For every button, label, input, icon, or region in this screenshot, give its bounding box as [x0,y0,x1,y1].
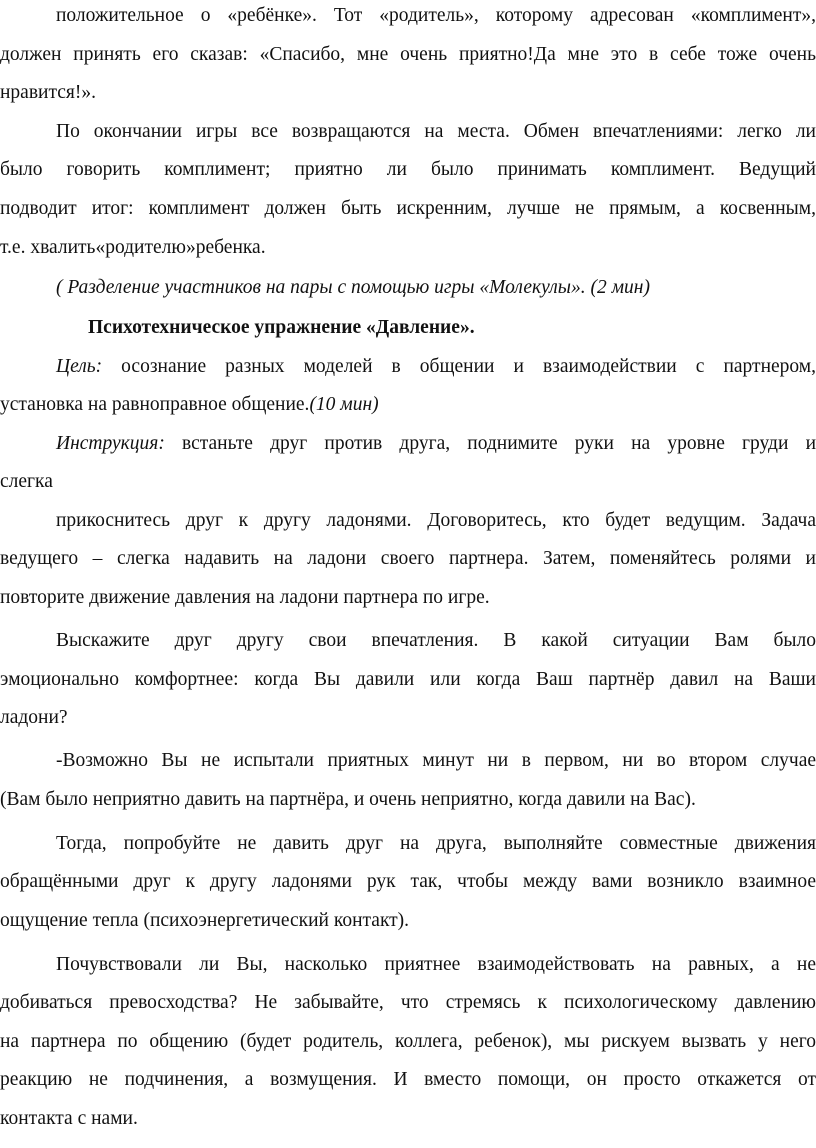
goal-text-cont: установка на равноправное общение. [0,394,310,415]
text-line: По окончании игры все возвращаются на места. Обмен впечатлениями: легко ли [56,121,816,142]
instruction-text: встаньте друг против друга, поднимите руки на уровне груди и [182,433,816,454]
text-line: контакта с нами. [0,1108,138,1129]
section-note: ( Разделение участников на пары с помощью игры «Молекулы». (2 мин) [56,277,650,298]
text-line: повторите движение давления на ладони партнера по игре. [0,587,490,608]
exercise-heading: Психотехническое упражнение «Давление». [88,317,475,338]
instruction-line [56,432,816,456]
text-line: Выскажите друг другу свои впечатления. В какой ситуации Вам было [56,630,816,651]
text-line: подводит итог: комплимент должен быть искренним, лучше не прямым, а косвенным, [0,198,816,219]
goal-label: Цель: [56,356,103,377]
instruction-label: Инструкция: [56,433,165,454]
goal-line [56,355,816,379]
goal-time: (10 мин) [309,394,379,415]
text-line: Почувствовали ли Вы, насколько приятнее взаимодействовать на равных, а не [56,954,816,975]
text-line: реакцию не подчинения, а возмущения. И вместо помощи, он просто откажется от [0,1069,816,1090]
text-line: ведущего – слегка надавить на ладони своего партнера. Затем, поменяйтесь ролями и [0,548,816,569]
text-line: нравится!». [0,82,96,103]
text-line: добиваться превосходства? Не забывайте, что стремясь к психологическому давлению [0,992,816,1013]
text-line: ощущение тепла (психоэнергетический контакт). [0,910,410,931]
text-line: Тогда, попробуйте не давить друг на друга, выполняйте совместные движения [56,833,816,854]
text-line: на партнера по общению (будет родитель, коллега, ребенок), мы рискуем вызвать у него [0,1031,816,1052]
goal-line-cont [0,393,379,417]
text-line: ладони? [0,707,68,728]
text-line: было говорить комплимент; приятно ли было принимать комплимент. Ведущий [0,159,816,180]
text-line: обращёнными друг к другу ладонями рук так, чтобы между вами возникло взаимное [0,871,816,892]
text-line: прикоснитесь друг к другу ладонями. Договоритесь, кто будет ведущим. Задача [56,510,816,531]
goal-text: осознание разных моделей в общении и взаимодействии с партнером, [121,356,816,377]
text-line: т.е. хвалить«родителю»ребенка. [0,237,266,258]
text-line: положительное о «ребёнке». Тот «родитель», которому адресован «комплимент», [56,5,816,26]
text-line: (Вам было неприятно давить на партнёра, и очень неприятно, когда давили на Вас). [0,789,696,810]
text-line: должен принять его сказав: «Спасибо, мне очень приятно!Да мне это в себе тоже очень [0,44,816,65]
text-line: -Возможно Вы не испытали приятных минут ни в первом, ни во втором случае [56,750,816,771]
text-line: эмоционально комфортнее: когда Вы давили или когда Ваш партнёр давил на Ваши [0,669,816,690]
text-line: слегка [0,471,53,492]
